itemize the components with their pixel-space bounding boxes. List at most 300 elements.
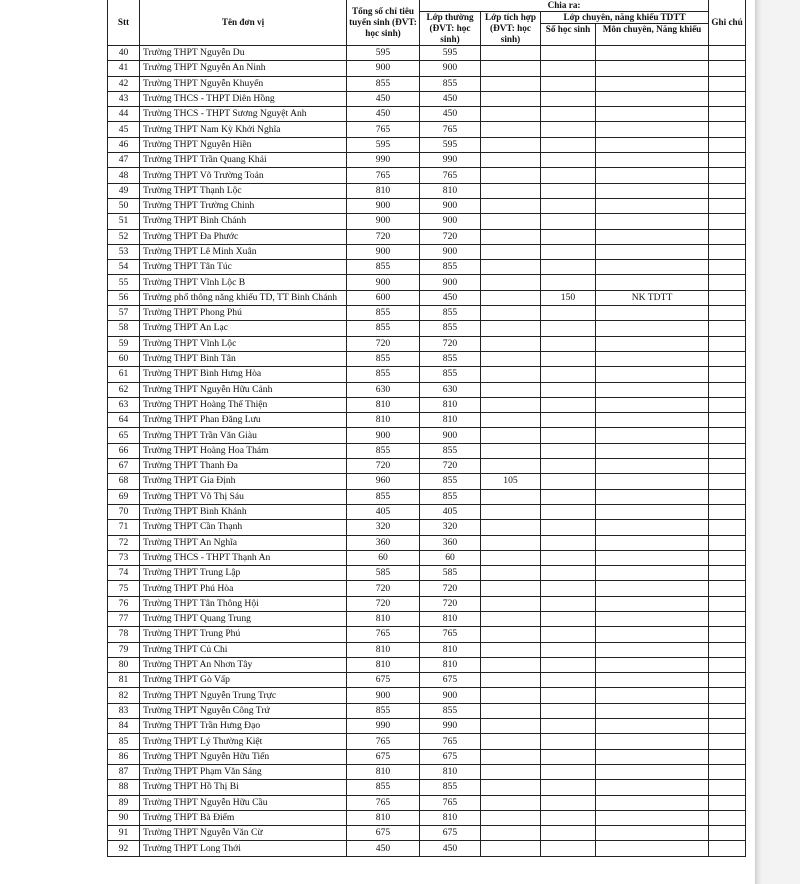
- row-stt: 49: [108, 183, 140, 198]
- row-specialized-students: [541, 581, 596, 596]
- row-regular: 900: [420, 244, 481, 259]
- row-stt: 84: [108, 719, 140, 734]
- table-row: [108, 443, 746, 458]
- row-regular: 810: [420, 642, 481, 657]
- row-note: [709, 367, 746, 382]
- row-unit-name: Trường THPT Nguyễn Du: [140, 46, 347, 61]
- row-unit-name: Trường THPT Trần Hưng Đạo: [140, 719, 347, 734]
- row-specialized-students: [541, 489, 596, 504]
- row-regular: 450: [420, 841, 481, 856]
- row-regular: 810: [420, 397, 481, 412]
- row-specialized-subject: [596, 504, 709, 519]
- row-integrated: [481, 413, 541, 428]
- row-integrated: [481, 275, 541, 290]
- row-note: [709, 413, 746, 428]
- row-specialized-students: [541, 336, 596, 351]
- row-total: 675: [347, 749, 420, 764]
- row-note: [709, 734, 746, 749]
- row-note: [709, 581, 746, 596]
- row-total: 810: [347, 413, 420, 428]
- row-unit-name: Trường THPT Hồ Thị Bi: [140, 780, 347, 795]
- row-note: [709, 382, 746, 397]
- row-total: 810: [347, 810, 420, 825]
- table-row: [108, 642, 746, 657]
- row-note: [709, 351, 746, 366]
- table-row: [108, 275, 746, 290]
- row-specialized-subject: [596, 367, 709, 382]
- row-regular: 900: [420, 198, 481, 213]
- row-specialized-students: [541, 260, 596, 275]
- row-stt: 70: [108, 504, 140, 519]
- row-total: 900: [347, 198, 420, 213]
- row-specialized-students: [541, 611, 596, 626]
- row-stt: 45: [108, 122, 140, 137]
- row-integrated: [481, 351, 541, 366]
- row-regular: 990: [420, 153, 481, 168]
- row-total: 990: [347, 153, 420, 168]
- row-note: [709, 46, 746, 61]
- row-regular: 360: [420, 535, 481, 550]
- table-row: [108, 520, 746, 535]
- row-integrated: [481, 596, 541, 611]
- row-specialized-subject: [596, 229, 709, 244]
- header-note: Ghi chú: [709, 0, 746, 46]
- row-specialized-subject: [596, 428, 709, 443]
- row-total: 585: [347, 566, 420, 581]
- row-note: [709, 642, 746, 657]
- row-specialized-subject: [596, 168, 709, 183]
- row-note: [709, 428, 746, 443]
- row-specialized-students: [541, 443, 596, 458]
- row-unit-name: Trường THPT Đa Phước: [140, 229, 347, 244]
- row-note: [709, 137, 746, 152]
- row-total: 855: [347, 321, 420, 336]
- table-row: [108, 826, 746, 841]
- row-stt: 46: [108, 137, 140, 152]
- row-regular: 720: [420, 336, 481, 351]
- row-specialized-subject: [596, 611, 709, 626]
- row-total: 855: [347, 367, 420, 382]
- row-specialized-subject: [596, 520, 709, 535]
- row-unit-name: Trường THPT An Nghĩa: [140, 535, 347, 550]
- row-regular: 630: [420, 382, 481, 397]
- row-regular: 810: [420, 413, 481, 428]
- row-stt: 71: [108, 520, 140, 535]
- row-regular: 405: [420, 504, 481, 519]
- row-integrated: [481, 321, 541, 336]
- row-regular: 855: [420, 306, 481, 321]
- row-specialized-subject: [596, 46, 709, 61]
- row-unit-name: Trường THCS - THPT Thạnh An: [140, 550, 347, 565]
- row-specialized-students: [541, 734, 596, 749]
- row-specialized-students: [541, 719, 596, 734]
- row-integrated: [481, 46, 541, 61]
- row-integrated: [481, 688, 541, 703]
- table-row: [108, 61, 746, 76]
- row-regular: 855: [420, 76, 481, 91]
- row-stt: 89: [108, 795, 140, 810]
- header-stt: Stt: [108, 0, 140, 46]
- row-specialized-students: [541, 703, 596, 718]
- table-row: [108, 734, 746, 749]
- row-unit-name: Trường THPT Bình Chánh: [140, 214, 347, 229]
- row-total: 765: [347, 795, 420, 810]
- row-integrated: [481, 137, 541, 152]
- row-stt: 63: [108, 397, 140, 412]
- table-row: [108, 413, 746, 428]
- row-stt: 86: [108, 749, 140, 764]
- row-total: 600: [347, 290, 420, 305]
- table-row: [108, 596, 746, 611]
- row-regular: 855: [420, 780, 481, 795]
- row-specialized-subject: [596, 260, 709, 275]
- row-integrated: [481, 183, 541, 198]
- row-total: 810: [347, 657, 420, 672]
- table-row: [108, 321, 746, 336]
- enrollment-quota-table: [107, 0, 746, 857]
- row-specialized-subject: [596, 351, 709, 366]
- row-regular: 900: [420, 275, 481, 290]
- row-note: [709, 61, 746, 76]
- row-regular: 810: [420, 657, 481, 672]
- row-regular: 900: [420, 428, 481, 443]
- row-integrated: [481, 122, 541, 137]
- row-specialized-students: [541, 46, 596, 61]
- row-stt: 64: [108, 413, 140, 428]
- row-regular: 765: [420, 734, 481, 749]
- row-integrated: [481, 780, 541, 795]
- row-integrated: [481, 550, 541, 565]
- table-row: [108, 137, 746, 152]
- row-stt: 68: [108, 474, 140, 489]
- row-note: [709, 306, 746, 321]
- row-specialized-students: [541, 566, 596, 581]
- row-unit-name: Trường THPT Võ Thị Sáu: [140, 489, 347, 504]
- row-regular: 900: [420, 688, 481, 703]
- row-integrated: [481, 382, 541, 397]
- row-unit-name: Trường THPT Nguyễn Trung Trực: [140, 688, 347, 703]
- row-specialized-students: [541, 841, 596, 856]
- header-regular-class: Lớp thường (ĐVT: học sinh): [420, 12, 481, 46]
- header-specialized-subject: Môn chuyên, Năng khiếu: [596, 24, 709, 46]
- table-row: [108, 382, 746, 397]
- table-row: [108, 229, 746, 244]
- row-regular: 855: [420, 321, 481, 336]
- row-regular: 855: [420, 443, 481, 458]
- row-integrated: [481, 61, 541, 76]
- row-specialized-students: [541, 183, 596, 198]
- table-row: [108, 535, 746, 550]
- table-row: [108, 76, 746, 91]
- row-specialized-students: [541, 397, 596, 412]
- table-row: [108, 764, 746, 779]
- table-row: [108, 244, 746, 259]
- row-unit-name: Trường THPT Trung Phú: [140, 627, 347, 642]
- table-row: [108, 780, 746, 795]
- row-regular: 900: [420, 214, 481, 229]
- table-row: [108, 795, 746, 810]
- row-specialized-students: [541, 367, 596, 382]
- row-unit-name: Trường THPT Trường Chinh: [140, 198, 347, 213]
- row-note: [709, 673, 746, 688]
- row-stt: 53: [108, 244, 140, 259]
- table-row: [108, 260, 746, 275]
- row-note: [709, 474, 746, 489]
- row-specialized-subject: [596, 780, 709, 795]
- row-integrated: [481, 397, 541, 412]
- row-specialized-subject: [596, 459, 709, 474]
- row-specialized-subject: [596, 657, 709, 672]
- row-regular: 675: [420, 749, 481, 764]
- row-specialized-subject: [596, 198, 709, 213]
- table-row: [108, 428, 746, 443]
- row-total: 900: [347, 214, 420, 229]
- row-specialized-subject: [596, 749, 709, 764]
- row-total: 720: [347, 459, 420, 474]
- row-stt: 50: [108, 198, 140, 213]
- row-unit-name: Trường THPT Trần Quang Khải: [140, 153, 347, 168]
- row-specialized-subject: [596, 764, 709, 779]
- row-specialized-subject: [596, 183, 709, 198]
- row-total: 765: [347, 627, 420, 642]
- row-regular: 810: [420, 764, 481, 779]
- row-stt: 91: [108, 826, 140, 841]
- table-row: [108, 107, 746, 122]
- row-stt: 75: [108, 581, 140, 596]
- row-unit-name: Trường THPT Võ Trường Toản: [140, 168, 347, 183]
- row-unit-name: Trường THPT Bình Khánh: [140, 504, 347, 519]
- row-stt: 42: [108, 76, 140, 91]
- row-note: [709, 520, 746, 535]
- table-row: [108, 673, 746, 688]
- row-total: 855: [347, 76, 420, 91]
- row-stt: 47: [108, 153, 140, 168]
- row-unit-name: Trường THPT Phạm Văn Sáng: [140, 764, 347, 779]
- row-specialized-students: [541, 229, 596, 244]
- row-note: [709, 244, 746, 259]
- table-row: [108, 566, 746, 581]
- row-note: [709, 107, 746, 122]
- row-unit-name: Trường THPT Lý Thường Kiệt: [140, 734, 347, 749]
- row-unit-name: Trường THPT Lê Minh Xuân: [140, 244, 347, 259]
- header-specialized-class: Lớp chuyên, năng khiếu TDTT: [541, 12, 709, 24]
- row-specialized-students: [541, 657, 596, 672]
- row-note: [709, 290, 746, 305]
- row-total: 320: [347, 520, 420, 535]
- row-specialized-subject: [596, 566, 709, 581]
- row-note: [709, 826, 746, 841]
- row-specialized-subject: [596, 673, 709, 688]
- row-stt: 85: [108, 734, 140, 749]
- row-specialized-subject: [596, 489, 709, 504]
- row-unit-name: Trường THPT Phú Hòa: [140, 581, 347, 596]
- row-total: 855: [347, 780, 420, 795]
- row-total: 900: [347, 244, 420, 259]
- row-note: [709, 810, 746, 825]
- row-stt: 88: [108, 780, 140, 795]
- row-integrated: [481, 826, 541, 841]
- row-note: [709, 596, 746, 611]
- row-total: 990: [347, 719, 420, 734]
- table-row: [108, 719, 746, 734]
- row-unit-name: Trường THPT Bà Điểm: [140, 810, 347, 825]
- row-regular: 765: [420, 795, 481, 810]
- table-row: [108, 290, 746, 305]
- row-specialized-subject: [596, 734, 709, 749]
- row-specialized-subject: [596, 642, 709, 657]
- row-regular: 720: [420, 596, 481, 611]
- row-unit-name: Trường THPT Nguyễn Công Trứ: [140, 703, 347, 718]
- row-note: [709, 703, 746, 718]
- row-specialized-students: [541, 351, 596, 366]
- row-specialized-students: [541, 428, 596, 443]
- row-stt: 55: [108, 275, 140, 290]
- table-row: [108, 168, 746, 183]
- row-unit-name: Trường THPT Nam Kỳ Khởi Nghĩa: [140, 122, 347, 137]
- row-specialized-subject: [596, 474, 709, 489]
- row-note: [709, 275, 746, 290]
- row-specialized-subject: [596, 61, 709, 76]
- row-stt: 57: [108, 306, 140, 321]
- row-unit-name: Trường THPT Vĩnh Lộc B: [140, 275, 347, 290]
- row-total: 855: [347, 489, 420, 504]
- row-regular: 675: [420, 673, 481, 688]
- row-specialized-students: [541, 673, 596, 688]
- row-regular: 900: [420, 61, 481, 76]
- row-note: [709, 657, 746, 672]
- row-specialized-students: [541, 413, 596, 428]
- row-integrated: [481, 566, 541, 581]
- row-regular: 585: [420, 566, 481, 581]
- row-unit-name: Trường THPT Hoàng Hoa Thám: [140, 443, 347, 458]
- row-specialized-students: [541, 474, 596, 489]
- row-total: 855: [347, 351, 420, 366]
- row-unit-name: Trường THCS - THPT Diên Hồng: [140, 91, 347, 106]
- row-specialized-students: [541, 107, 596, 122]
- table-row: [108, 306, 746, 321]
- row-specialized-subject: [596, 795, 709, 810]
- table-row: [108, 703, 746, 718]
- row-stt: 76: [108, 596, 140, 611]
- row-unit-name: Trường THPT An Lạc: [140, 321, 347, 336]
- row-integrated: [481, 489, 541, 504]
- row-note: [709, 749, 746, 764]
- row-regular: 855: [420, 367, 481, 382]
- row-specialized-subject: [596, 688, 709, 703]
- row-note: [709, 183, 746, 198]
- row-specialized-subject: [596, 703, 709, 718]
- row-total: 855: [347, 306, 420, 321]
- header-breakdown: Chia ra:: [420, 0, 709, 12]
- row-total: 765: [347, 734, 420, 749]
- row-integrated: [481, 795, 541, 810]
- row-total: 810: [347, 397, 420, 412]
- table-row: [108, 550, 746, 565]
- row-stt: 92: [108, 841, 140, 856]
- row-total: 765: [347, 168, 420, 183]
- row-note: [709, 611, 746, 626]
- row-specialized-subject: [596, 810, 709, 825]
- row-regular: 855: [420, 703, 481, 718]
- row-specialized-students: [541, 826, 596, 841]
- row-regular: 60: [420, 550, 481, 565]
- row-unit-name: Trường phổ thông năng khiếu TD, TT Bình Chánh: [140, 290, 347, 305]
- row-specialized-students: [541, 749, 596, 764]
- row-integrated: [481, 703, 541, 718]
- row-unit-name: Trường THPT Hoàng Thế Thiện: [140, 397, 347, 412]
- table-row: [108, 459, 746, 474]
- row-note: [709, 566, 746, 581]
- row-specialized-students: [541, 688, 596, 703]
- row-unit-name: Trường THPT Vĩnh Lộc: [140, 336, 347, 351]
- table-row: [108, 153, 746, 168]
- row-integrated: [481, 459, 541, 474]
- row-note: [709, 489, 746, 504]
- row-specialized-subject: NK TDTT: [596, 290, 709, 305]
- row-total: 855: [347, 260, 420, 275]
- header-total-quota: Tổng số chỉ tiêu tuyển sinh (ĐVT: học sinh): [347, 0, 420, 46]
- row-note: [709, 627, 746, 642]
- table-row: [108, 657, 746, 672]
- row-specialized-subject: [596, 581, 709, 596]
- row-specialized-students: [541, 244, 596, 259]
- row-specialized-subject: [596, 153, 709, 168]
- row-specialized-students: [541, 214, 596, 229]
- row-specialized-subject: [596, 107, 709, 122]
- row-total: 810: [347, 183, 420, 198]
- row-stt: 65: [108, 428, 140, 443]
- row-stt: 80: [108, 657, 140, 672]
- row-note: [709, 764, 746, 779]
- table-row: [108, 489, 746, 504]
- row-total: 720: [347, 229, 420, 244]
- row-total: 630: [347, 382, 420, 397]
- table-row: [108, 504, 746, 519]
- row-specialized-students: [541, 627, 596, 642]
- row-integrated: [481, 260, 541, 275]
- row-specialized-subject: [596, 413, 709, 428]
- row-note: [709, 91, 746, 106]
- row-total: 720: [347, 581, 420, 596]
- row-note: [709, 550, 746, 565]
- row-regular: 765: [420, 627, 481, 642]
- row-regular: 765: [420, 168, 481, 183]
- row-specialized-students: [541, 535, 596, 550]
- row-specialized-subject: [596, 826, 709, 841]
- row-specialized-students: [541, 764, 596, 779]
- row-specialized-students: [541, 459, 596, 474]
- row-unit-name: Trường THPT Tân Thông Hội: [140, 596, 347, 611]
- row-regular: 855: [420, 351, 481, 366]
- row-specialized-students: [541, 596, 596, 611]
- row-integrated: [481, 657, 541, 672]
- table-row: [108, 841, 746, 856]
- row-specialized-subject: [596, 596, 709, 611]
- row-specialized-students: [541, 321, 596, 336]
- row-total: 900: [347, 688, 420, 703]
- row-specialized-subject: [596, 550, 709, 565]
- row-unit-name: Trường THPT Củ Chi: [140, 642, 347, 657]
- row-integrated: [481, 306, 541, 321]
- row-specialized-students: [541, 122, 596, 137]
- row-integrated: [481, 168, 541, 183]
- row-note: [709, 795, 746, 810]
- row-total: 810: [347, 642, 420, 657]
- row-note: [709, 459, 746, 474]
- row-integrated: 105: [481, 474, 541, 489]
- row-unit-name: Trường THPT Trần Văn Giàu: [140, 428, 347, 443]
- row-unit-name: Trường THPT Gia Định: [140, 474, 347, 489]
